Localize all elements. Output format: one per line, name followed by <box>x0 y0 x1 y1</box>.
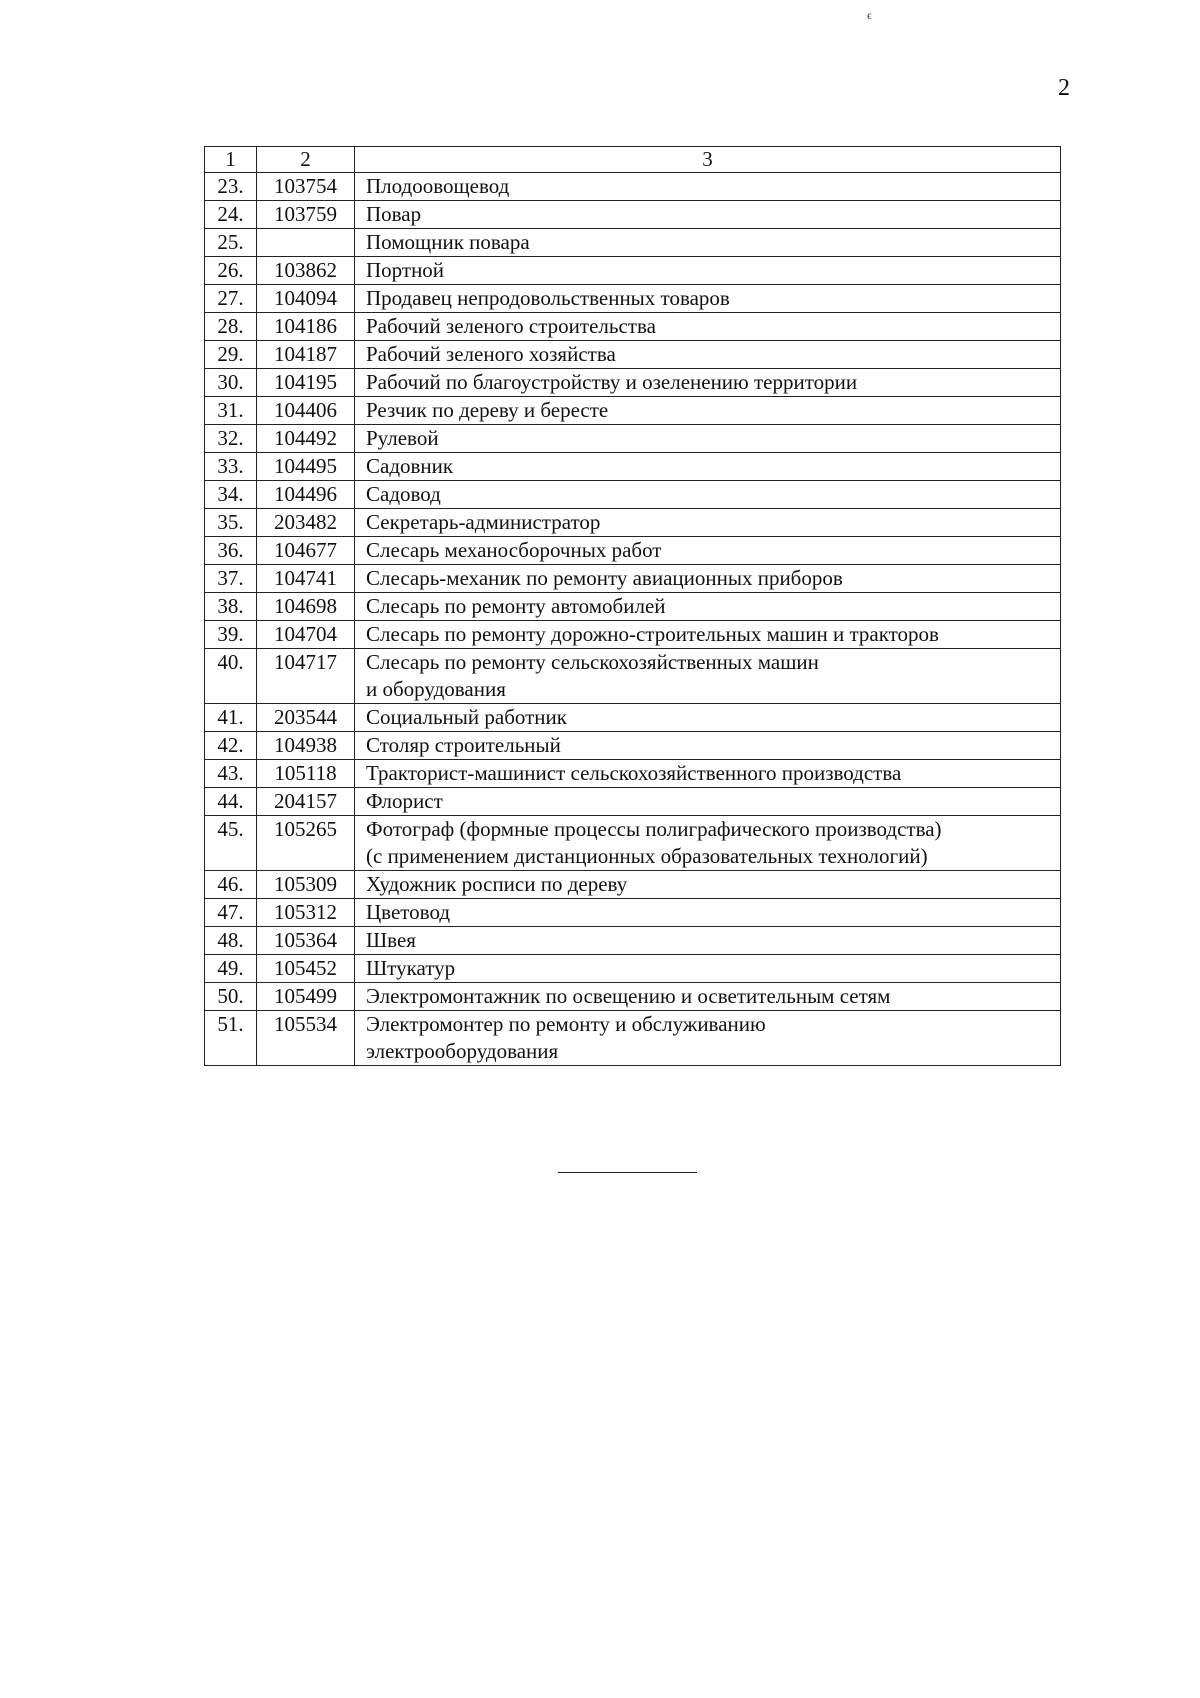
profession-code: 105312 <box>257 899 355 927</box>
profession-name-line: Рабочий зеленого хозяйства <box>366 342 616 366</box>
profession-name-line: Электромонтер по ремонту и обслуживанию <box>366 1012 766 1036</box>
profession-name-line: Фотограф (формные процессы полиграфического производства) <box>366 817 942 841</box>
table-row <box>205 341 1061 369</box>
profession-name-line: Художник росписи по дереву <box>366 872 628 896</box>
table-row <box>205 649 1061 704</box>
profession-name-line-2: электрооборудования <box>366 1039 559 1063</box>
table-row <box>205 201 1061 229</box>
profession-code: 105499 <box>257 983 355 1011</box>
profession-name-line: Слесарь по ремонту автомобилей <box>366 594 666 618</box>
profession-code: 103862 <box>257 257 355 285</box>
profession-name <box>355 649 1061 704</box>
profession-name-line: Электромонтажник по освещению и осветительным сетям <box>366 984 891 1008</box>
row-number: 36. <box>205 537 257 565</box>
row-number: 33. <box>205 453 257 481</box>
profession-name <box>355 453 1061 481</box>
table-row <box>205 732 1061 760</box>
row-number: 51. <box>205 1011 257 1066</box>
table-row <box>205 453 1061 481</box>
row-number: 40. <box>205 649 257 704</box>
profession-code: 104741 <box>257 565 355 593</box>
profession-name <box>355 173 1061 201</box>
profession-name-line: Столяр строительный <box>366 733 561 757</box>
row-number: 37. <box>205 565 257 593</box>
profession-name <box>355 313 1061 341</box>
profession-name-line: Повар <box>366 202 422 226</box>
table-row <box>205 621 1061 649</box>
table-row <box>205 397 1061 425</box>
row-number: 43. <box>205 760 257 788</box>
row-number: 47. <box>205 899 257 927</box>
profession-name <box>355 369 1061 397</box>
table-row <box>205 788 1061 816</box>
row-number: 44. <box>205 788 257 816</box>
row-number: 46. <box>205 871 257 899</box>
profession-code: 104495 <box>257 453 355 481</box>
table-body <box>205 147 1061 1066</box>
row-number: 27. <box>205 285 257 313</box>
row-number: 39. <box>205 621 257 649</box>
profession-code: 104187 <box>257 341 355 369</box>
profession-code: 104704 <box>257 621 355 649</box>
profession-code: 105309 <box>257 871 355 899</box>
profession-code: 105118 <box>257 760 355 788</box>
profession-name <box>355 788 1061 816</box>
profession-name <box>355 927 1061 955</box>
header-cell-2: 2 <box>257 147 355 173</box>
profession-name <box>355 285 1061 313</box>
profession-name-line: Рабочий по благоустройству и озеленению территории <box>366 370 858 394</box>
profession-code: 103759 <box>257 201 355 229</box>
row-number: 38. <box>205 593 257 621</box>
table-row <box>205 593 1061 621</box>
profession-code: 104186 <box>257 313 355 341</box>
profession-code: 104496 <box>257 481 355 509</box>
row-number: 29. <box>205 341 257 369</box>
profession-code: 104938 <box>257 732 355 760</box>
profession-code: 203544 <box>257 704 355 732</box>
profession-code: 104717 <box>257 649 355 704</box>
profession-code: 204157 <box>257 788 355 816</box>
row-number: 35. <box>205 509 257 537</box>
table-row <box>205 537 1061 565</box>
profession-code: 105452 <box>257 955 355 983</box>
profession-name <box>355 816 1061 871</box>
profession-name <box>355 955 1061 983</box>
profession-code: 104406 <box>257 397 355 425</box>
profession-name <box>355 704 1061 732</box>
profession-name-line-2: и оборудования <box>366 677 506 701</box>
profession-code: 104677 <box>257 537 355 565</box>
profession-name <box>355 425 1061 453</box>
profession-name-line: Слесарь по ремонту сельскохозяйственных машин <box>366 650 819 674</box>
profession-name-line: Тракторист-машинист сельскохозяйственного производства <box>366 761 902 785</box>
table-row <box>205 257 1061 285</box>
table-header-row <box>205 147 1061 173</box>
profession-name-line: Продавец непродовольственных товаров <box>366 286 730 310</box>
row-number: 23. <box>205 173 257 201</box>
table-row <box>205 983 1061 1011</box>
profession-name-line: Плодоовощевод <box>366 174 510 198</box>
profession-name <box>355 509 1061 537</box>
row-number: 49. <box>205 955 257 983</box>
profession-name-line: Флорист <box>366 789 443 813</box>
profession-code: 104195 <box>257 369 355 397</box>
profession-name-line: Цветовод <box>366 900 451 924</box>
table-row <box>205 871 1061 899</box>
profession-name-line: Рабочий зеленого строительства <box>366 314 656 338</box>
table-row <box>205 173 1061 201</box>
table-row <box>205 313 1061 341</box>
profession-name-line: Помощник повара <box>366 230 530 254</box>
profession-code: 104094 <box>257 285 355 313</box>
table-row <box>205 955 1061 983</box>
profession-name <box>355 732 1061 760</box>
table-row <box>205 509 1061 537</box>
row-number: 48. <box>205 927 257 955</box>
table-row <box>205 1011 1061 1066</box>
profession-name-line: Садовник <box>366 454 454 478</box>
table-row <box>205 816 1061 871</box>
profession-code: 105265 <box>257 816 355 871</box>
row-number: 28. <box>205 313 257 341</box>
row-number: 45. <box>205 816 257 871</box>
row-number: 32. <box>205 425 257 453</box>
table-row <box>205 899 1061 927</box>
profession-name <box>355 871 1061 899</box>
profession-name-line: Садовод <box>366 482 441 506</box>
profession-name <box>355 257 1061 285</box>
row-number: 50. <box>205 983 257 1011</box>
profession-name-line: Социальный работник <box>366 705 567 729</box>
table-row <box>205 285 1061 313</box>
table-row <box>205 927 1061 955</box>
profession-name <box>355 593 1061 621</box>
header-cell-1: 1 <box>205 147 257 173</box>
profession-code: 203482 <box>257 509 355 537</box>
profession-name-line: Рулевой <box>366 426 439 450</box>
page-number: 2 <box>1058 75 1070 101</box>
profession-name <box>355 201 1061 229</box>
table-row <box>205 565 1061 593</box>
row-number: 25. <box>205 229 257 257</box>
professions-table <box>204 146 1061 1066</box>
profession-name <box>355 1011 1061 1066</box>
profession-name <box>355 899 1061 927</box>
table-row <box>205 760 1061 788</box>
profession-code: 104492 <box>257 425 355 453</box>
profession-code: 105534 <box>257 1011 355 1066</box>
profession-name-line: Слесарь по ремонту дорожно-строительных машин и тракторов <box>366 622 939 646</box>
profession-name-line: Слесарь-механик по ремонту авиационных приборов <box>366 566 843 590</box>
profession-name-line-2: (с применением дистанционных образовательных технологий) <box>366 844 928 868</box>
profession-name <box>355 481 1061 509</box>
profession-name <box>355 229 1061 257</box>
row-number: 31. <box>205 397 257 425</box>
profession-name <box>355 760 1061 788</box>
scan-artifact: ϵ <box>867 8 872 22</box>
table-row <box>205 369 1061 397</box>
profession-code: 104698 <box>257 593 355 621</box>
table-row <box>205 704 1061 732</box>
profession-name <box>355 621 1061 649</box>
profession-name-line: Швея <box>366 928 416 952</box>
profession-name-line: Штукатур <box>366 956 456 980</box>
profession-name-line: Резчик по дереву и бересте <box>366 398 609 422</box>
profession-code <box>257 229 355 257</box>
profession-name <box>355 537 1061 565</box>
header-cell-3: 3 <box>355 147 1061 173</box>
row-number: 26. <box>205 257 257 285</box>
table-row <box>205 229 1061 257</box>
profession-name <box>355 983 1061 1011</box>
profession-name <box>355 341 1061 369</box>
table-row <box>205 425 1061 453</box>
profession-code: 103754 <box>257 173 355 201</box>
profession-name <box>355 565 1061 593</box>
row-number: 24. <box>205 201 257 229</box>
row-number: 30. <box>205 369 257 397</box>
profession-name-line: Секретарь-администратор <box>366 510 601 534</box>
profession-name-line: Слесарь механосборочных работ <box>366 538 662 562</box>
row-number: 34. <box>205 481 257 509</box>
profession-name-line: Портной <box>366 258 445 282</box>
row-number: 41. <box>205 704 257 732</box>
row-number: 42. <box>205 732 257 760</box>
table-row <box>205 481 1061 509</box>
profession-code: 105364 <box>257 927 355 955</box>
end-divider-line <box>558 1172 697 1173</box>
profession-name <box>355 397 1061 425</box>
